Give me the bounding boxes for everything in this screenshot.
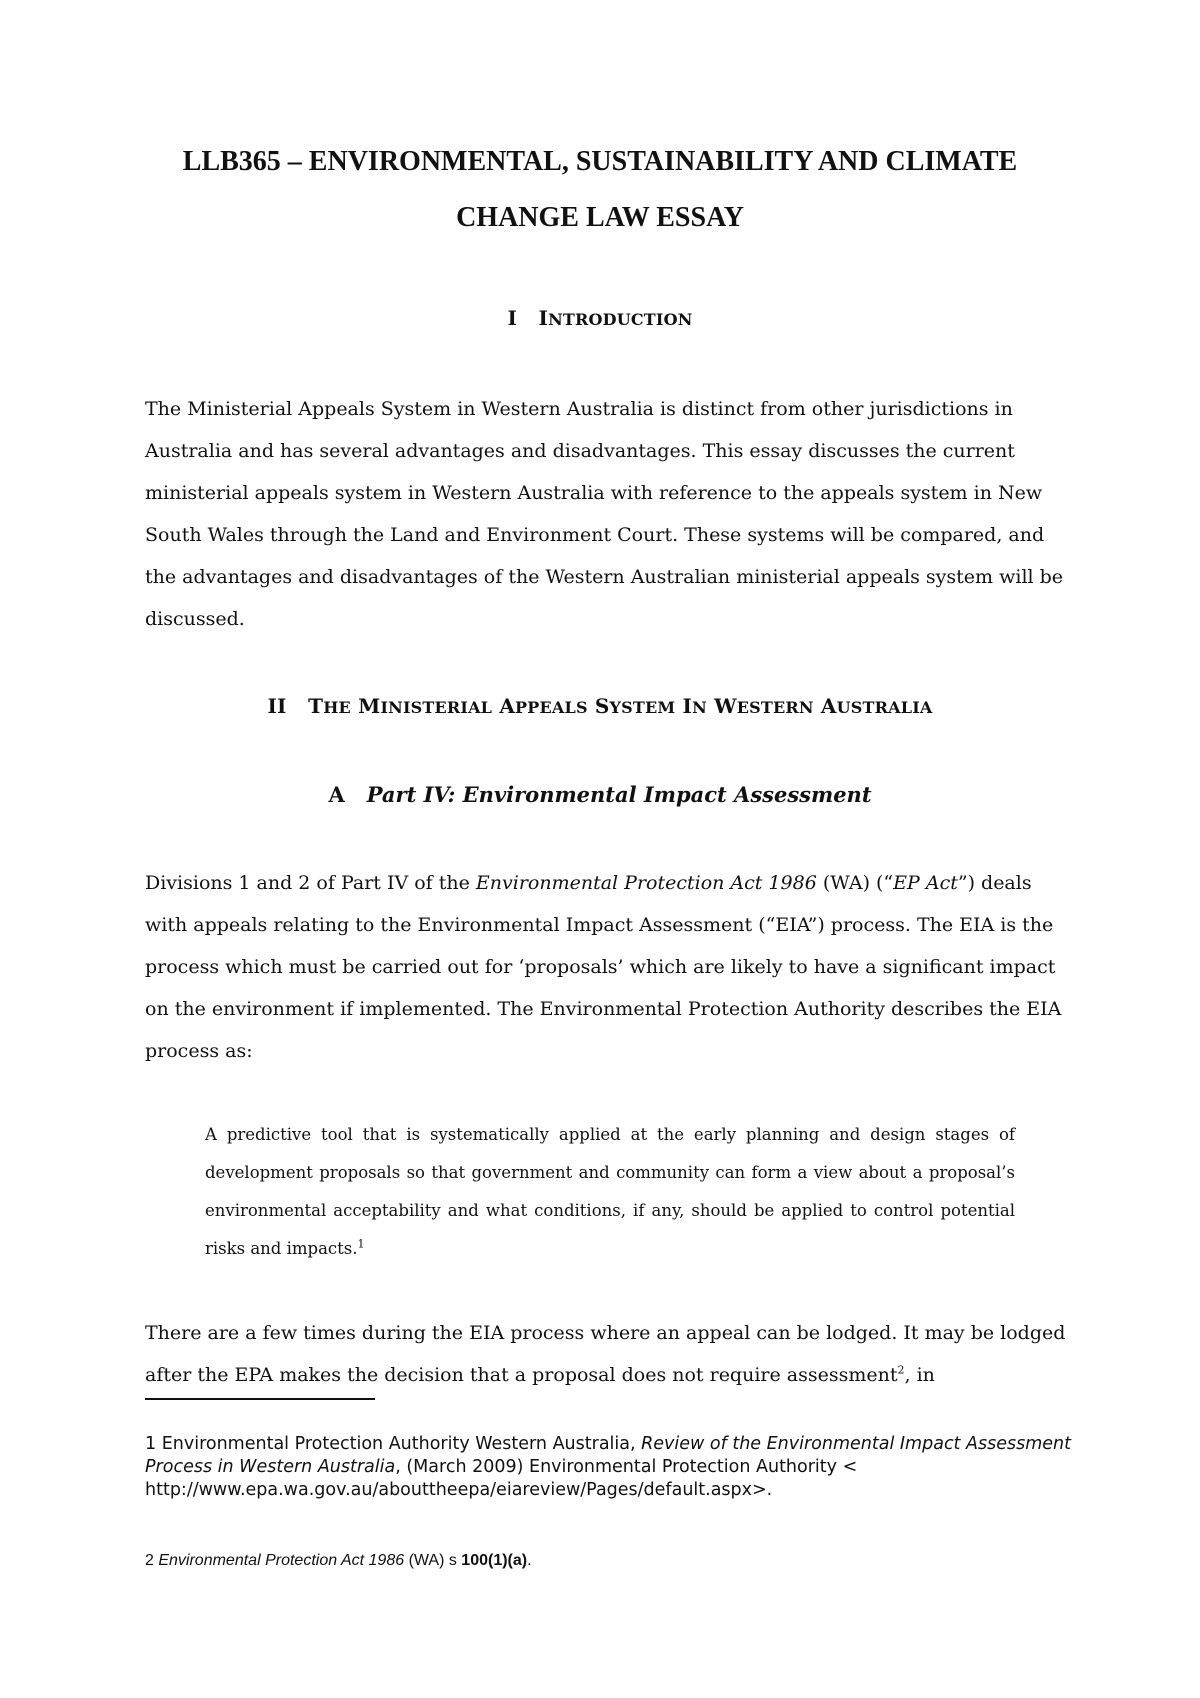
intro-paragraph: The Ministerial Appeals System in Western Australia is distinct from other jurisdictions in Australia and has several advantages and disadvantages. This essay discusses the current ministerial appeals system in Western Australia with reference to the appeals system in New South Wales through the Land and Environment Court. These systems will be compared, and the advantages and disadvantages of the Western Australian ministerial appeals system will be discussed.: [145, 398, 1064, 630]
act-name: Environmental Protection Act 1986: [475, 872, 817, 894]
footnote-1: 1 Environmental Protection Authority Western Australia, Review of the Environmental Impact Assessment Process in Western Australia, (March 2009) Environmental Protection Authority < http://www.epa.wa.gov.au/abouttheepa/eiareview/Pages/default.aspx>.: [145, 1434, 1071, 1500]
footnote-number: 1: [145, 1434, 157, 1454]
section-numeral: II: [267, 694, 287, 718]
epa-quote: A predictive tool that is systematically applied at the early planning and design stages of development proposals so that government and community can form a view about a proposal’s environmental acceptability and what conditions, if any, should be applied to control potential risks and impacts.$^1$: [205, 1125, 1015, 1258]
footnote-ref-1[interactable]: 1: [357, 1237, 365, 1251]
subsection-heading-part-iv: [100, 782, 1100, 807]
footnote-number: 2: [145, 1552, 154, 1569]
section-reference: 100(1)(a): [461, 1552, 528, 1569]
act-name: Environmental Protection Act 1986: [153, 1552, 405, 1569]
footnote-ref-2[interactable]: 2: [897, 1363, 905, 1377]
footnote-2: 2 Environmental Protection Act 1986 (WA) s 100(1)(a).: [145, 1552, 532, 1569]
act-short-name: EP Act: [893, 872, 958, 894]
eia-paragraph: Divisions 1 and 2 of Part IV of the Environmental Protection Act 1986 (WA) (“EP Act”) deals with appeals relating to the Environmental Impact Assessment (“EIA”) process. The EIA is the process which must be carried out for ‘proposals’ which are likely to have a significant impact on the environment if implemented. The Environmental Protection Authority describes the EIA process as:: [145, 872, 1062, 1062]
subsection-letter: A: [328, 782, 345, 807]
section-heading-ministerial-appeals: II THE MINISTERIAL APPEALS SYSTEM IN WESTERN AUSTRALIA: [267, 694, 933, 718]
section-numeral: I: [507, 306, 517, 330]
footnote-separator: [145, 1398, 375, 1400]
appeal-timing-paragraph: There are a few times during the EIA process where an appeal can be lodged. It may be lodged after the EPA makes the decision that a proposal does not require assessment$^2$, in: [145, 1322, 1066, 1386]
heading-initial: I: [538, 306, 549, 330]
section-heading-introduction: [100, 306, 1100, 330]
heading-smallcaps: NTRODUCTION: [548, 310, 693, 329]
document-title-line-2: CHANGE LAW ESSAY: [456, 202, 744, 233]
document-title-line-1: LLB365 – ENVIRONMENTAL, SUSTAINABILITY AND CLIMATE: [182, 146, 1018, 177]
subsection-title: Part IV: Environmental Impact Assessment: [366, 782, 872, 807]
report-title: Review of the Environmental Impact Assessment Process in Western Australia: [145, 1434, 1071, 1477]
